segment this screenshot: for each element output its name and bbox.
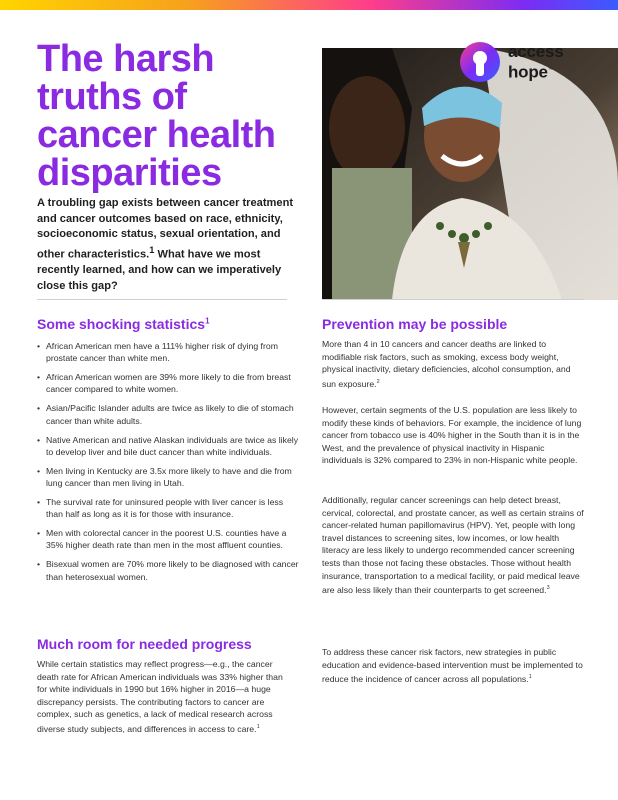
reference-marker: 1: [256, 723, 260, 730]
prevention-paragraph-2: However, certain segments of the U.S. population are less likely to modify these kinds of behaviors. For example, the incidence of lung cancer from tobacco use is 40% higher in the South than it is in the West, and the prevalence of physical inactivity in Hispanic individuals is 32% compared to 23% in non-Hispanic white people.: [322, 405, 582, 466]
list-item: • African American women are 39% more likely to die from breast cancer compared to white women.: [37, 371, 299, 395]
list-item: • Bisexual women are 70% more likely to be diagnosed with cancer than heterosexual women.: [37, 558, 299, 582]
access-hope-logo: [458, 40, 598, 86]
list-item: • Men living in Kentucky are 3.5x more likely to have and die from lung cancer than men living in Utah.: [37, 465, 299, 489]
progress-paragraph: While certain statistics may reflect progress—e.g., the cancer death rate for African American individuals was 33% higher than for white individuals in 1990 but 16% higher in 2016—a huge discrepancy persists. The contributing factors to cancer are complex, such as genetics, a lack of medical research across diverse study subjects, and differences in access to care.$^1$: [37, 659, 283, 734]
list-item: • The survival rate for uninsured people with liver cancer is less than half as long as it is for those with insurance.: [37, 496, 299, 520]
list-item: • Asian/Pacific Islander adults are twice as likely to die of stomach cancer than white adults.: [37, 402, 299, 426]
section-divider: [322, 299, 584, 300]
list-item: • Native American and native Alaskan individuals are twice as likely to develop liver and bile duct cancer than white individuals.: [37, 434, 299, 458]
reference-marker: 1: [149, 244, 155, 255]
title-line: truths of: [37, 76, 187, 118]
logo-word-access: access: [508, 42, 564, 61]
section-divider: [37, 299, 287, 300]
progress-heading: Much room for needed progress: [37, 636, 252, 652]
page-title: [37, 40, 307, 192]
logo-word-hope: hope™: [508, 62, 553, 82]
intro-paragraph: [37, 196, 295, 294]
intro-text-tail: What have we most recently learned, and how can we imperatively close this gap?: [37, 248, 282, 292]
list-item: • African American men have a 111% higher risk of dying from prostate cancer than white men.: [37, 340, 299, 364]
logo-wordmark: [508, 42, 564, 82]
stats-heading: Some shocking statistics$^1$: [37, 316, 210, 332]
prevention-paragraph-3: Additionally, regular cancer screenings can help detect breast, cervical, colorectal, and prostate cancer, as well as certain strains of cancer-related human papillomavirus (HPV). Yet, people with long travel distances to screening sites, low incomes, or low health literacy are less likely to undergo recommended cancer screening tests than those not facing these obstacles. Those without health insurance, transportation to a medical facility, or paid medical leave are also less likely than their counterparts to get screened.$^3$: [322, 495, 584, 596]
title-line: disparities: [37, 152, 222, 194]
title-line: cancer health: [37, 114, 276, 156]
reference-marker: 3: [546, 585, 550, 592]
intro-text: A troubling gap exists between cancer treatment and cancer outcomes based on race, ethnicity, socioeconomic status, sexual orientation, and other characteristics.: [37, 197, 294, 261]
reference-marker: 2: [376, 378, 380, 385]
title-line: The harsh: [37, 38, 215, 80]
stats-list: [37, 340, 299, 590]
reference-marker: 1: [528, 674, 532, 681]
top-gradient-bar: [0, 0, 618, 10]
trademark-symbol: ™: [547, 67, 553, 73]
prevention-paragraph-4: To address these cancer risk factors, new strategies in public education and evidence-based intervention must be implemented to reduce the incidence of cancer across all populations.$^1$: [322, 647, 583, 685]
list-item: • Men with colorectal cancer in the poorest U.S. counties have a 35% higher death rate than men in the most affluent counties.: [37, 527, 299, 551]
prevention-paragraph-1: More than 4 in 10 cancers and cancer deaths are linked to modifiable risk factors, such as smoking, excess body weight, physical inactivity, dietary deficiencies, alcohol consumption, and sun exposure.$^2$: [322, 339, 571, 389]
reference-marker: 1: [205, 316, 210, 326]
logo-mark-icon: [458, 40, 502, 84]
prevention-heading: Prevention may be possible: [322, 316, 508, 332]
